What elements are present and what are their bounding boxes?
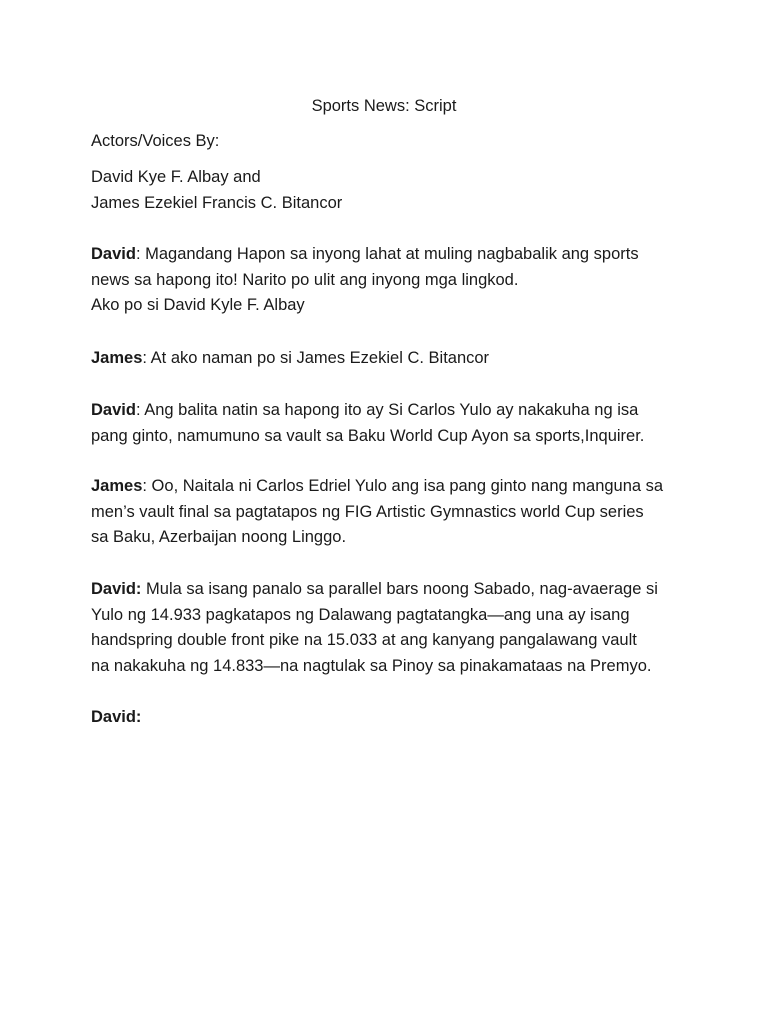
document-title: Sports News: Script [311, 97, 457, 115]
dialogue-entry [91, 346, 711, 372]
dialogue-line [91, 577, 711, 603]
dialogue-line: sa Baku, Azerbaijan noong Linggo. [91, 528, 347, 547]
dialogue-line: news sa hapong ito! Narito po ulit ang inyong mga lingkod. [91, 270, 519, 289]
speaker-name: James [91, 477, 143, 495]
credits-heading: Actors/Voices By: [91, 132, 220, 150]
dialogue-line: men’s vault final sa pagtatapos ng FIG Artistic Gymnastics world Cup series [91, 502, 644, 521]
dialogue-entry [91, 474, 711, 551]
dialogue-entry [91, 705, 711, 731]
dialogue-line [91, 705, 711, 731]
dialogue-entry [91, 398, 711, 449]
speaker-name: James [91, 349, 143, 367]
dialogue-line: handspring double front pike na 15.033 at ang kanyang pangalawang vault [91, 631, 637, 650]
dialogue-text: : Magandang Hapon sa inyong lahat at muling nagbabalik ang sports [135, 245, 639, 263]
dialogue-text: : Oo, Naitala ni Carlos Edriel Yulo ang isa pang ginto nang manguna sa [142, 477, 664, 495]
dialogue-line: Yulo ng 14.933 pagkatapos ng Dalawang pagtatangka—ang una ay isang [91, 605, 630, 624]
dialogue-line [91, 474, 711, 500]
credits-heading-block [91, 129, 711, 155]
dialogue-entry [91, 242, 711, 319]
dialogue-line [91, 242, 711, 268]
dialogue-entry [91, 577, 711, 679]
dialogue-text: Mula sa isang panalo sa parallel bars noong Sabado, nag-avaerage si [141, 580, 658, 598]
credits-line: David Kye F. Albay and [91, 168, 261, 186]
speaker-name: David: [91, 708, 142, 726]
dialogue-text: : Ang balita natin sa hapong ito ay Si Carlos Yulo ay nakakuha ng isa [135, 401, 639, 419]
dialogue-line [91, 398, 711, 424]
credits-line: James Ezekiel Francis C. Bitancor [91, 193, 343, 212]
dialogue-line: pang ginto, namumuno sa vault sa Baku World Cup Ayon sa sports,Inquirer. [91, 426, 645, 445]
credits-names-block [91, 165, 711, 216]
dialogue-text: : At ako naman po si James Ezekiel C. Bitancor [142, 349, 490, 367]
dialogue-line: na nakakuha ng 14.833—na nagtulak sa Pinoy sa pinakamataas na Premyo. [91, 656, 652, 675]
speaker-name: David: [91, 580, 142, 598]
dialogue-line: Ako po si David Kyle F. Albay [91, 296, 305, 315]
speaker-name: David [91, 401, 136, 419]
dialogue-line [91, 346, 711, 372]
speaker-name: David [91, 245, 136, 263]
